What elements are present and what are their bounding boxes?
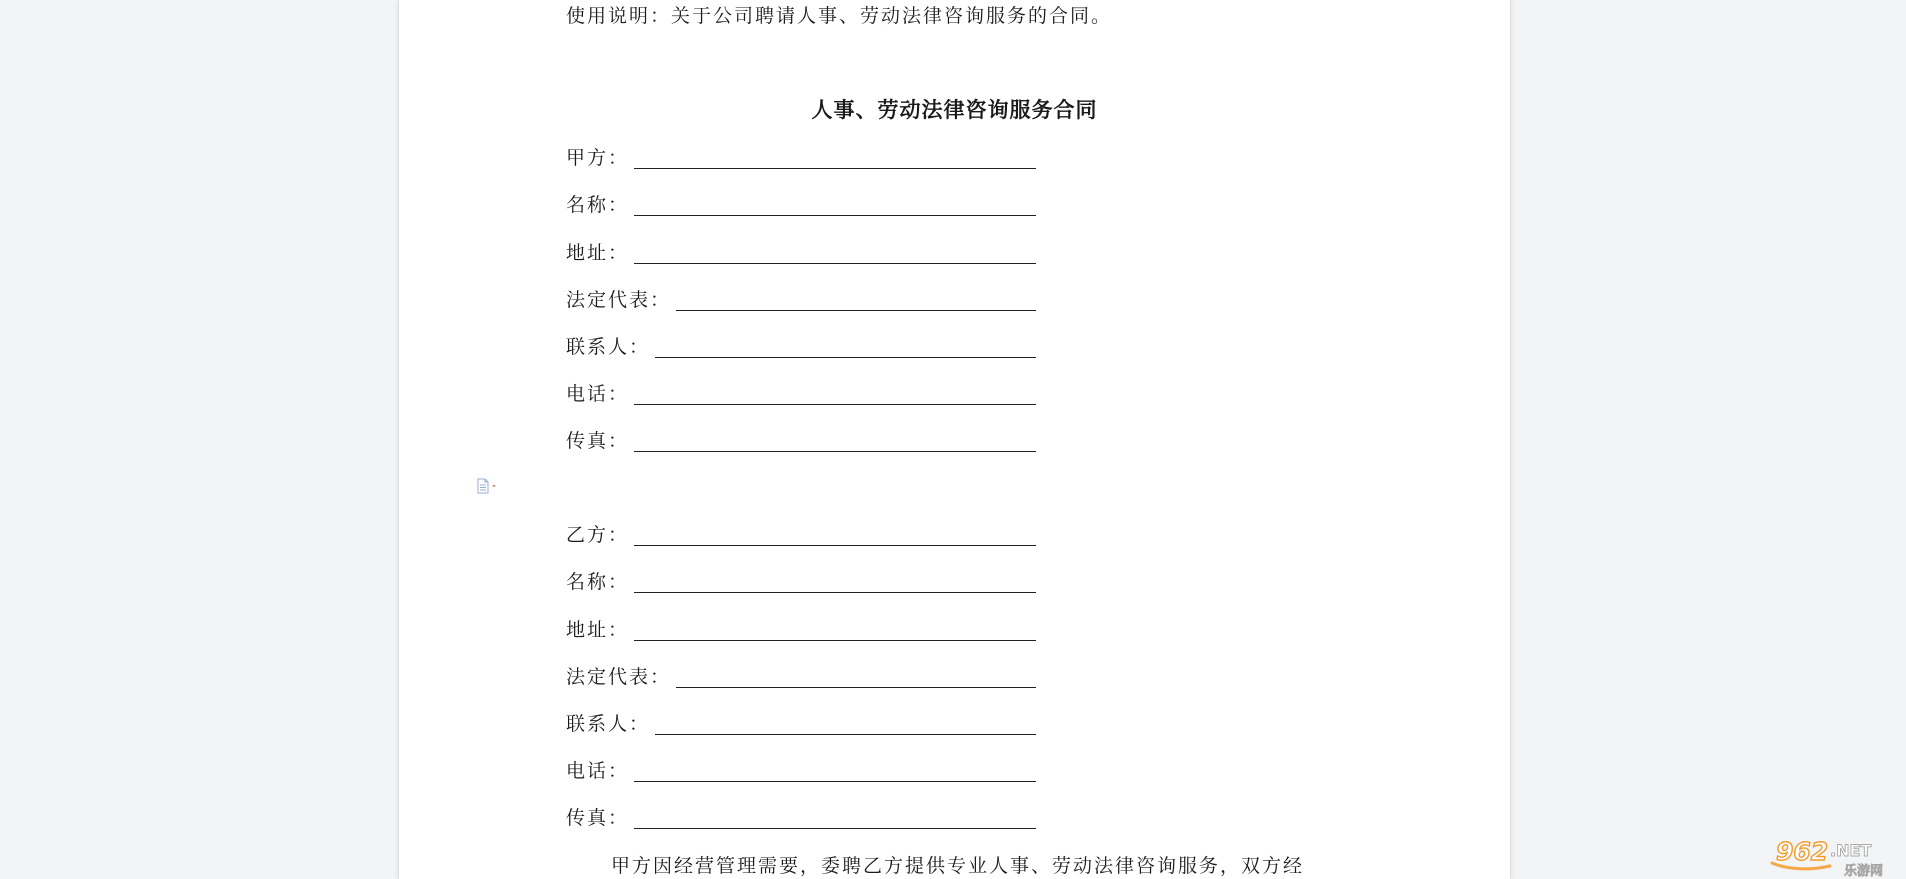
party-a-fax-field[interactable] — [566, 432, 1036, 456]
usage-note: 使用说明：关于公司聘请人事、劳动法律咨询服务的合同。 — [566, 5, 1113, 27]
party-a-phone-blank-line — [634, 404, 1036, 405]
party-b-name-label: 名称： — [566, 571, 630, 593]
party-a-blank-line — [634, 168, 1036, 169]
party-b-name-blank-line — [634, 592, 1036, 593]
party-a-contact-label: 联系人： — [566, 336, 651, 358]
party-a-field[interactable] — [566, 149, 1036, 173]
body-paragraph: 甲方因经营管理需要，委聘乙方提供专业人事、劳动法律咨询服务，双方经 — [611, 855, 1305, 877]
document-paragraph-icon[interactable] — [476, 478, 500, 494]
party-a-name-blank-line — [634, 215, 1036, 216]
party-a-contact-field[interactable] — [566, 338, 1036, 362]
party-a-fax-label: 传真： — [566, 430, 630, 452]
party-a-fax-blank-line — [634, 451, 1036, 452]
party-b-address-blank-line — [634, 640, 1036, 641]
party-a-contact-blank-line — [655, 357, 1036, 358]
party-a-legal-rep-label: 法定代表： — [566, 289, 672, 311]
party-b-legal-rep-label: 法定代表： — [566, 666, 672, 688]
party-b-name-field[interactable] — [566, 573, 1036, 597]
brand-logo-icon — [1768, 833, 1900, 879]
party-b-phone-field[interactable] — [566, 762, 1036, 786]
party-a-address-field[interactable] — [566, 244, 1036, 268]
party-b-blank-line — [634, 545, 1036, 546]
party-a-name-label: 名称： — [566, 194, 630, 216]
watermark-suffix: .NET — [1830, 841, 1872, 860]
party-a-phone-field[interactable] — [566, 385, 1036, 409]
party-b-phone-blank-line — [634, 781, 1036, 782]
party-b-contact-label: 联系人： — [566, 713, 651, 735]
party-a-legal-rep-field[interactable] — [566, 291, 1036, 315]
party-a-address-blank-line — [634, 263, 1036, 264]
party-b-fax-blank-line — [634, 828, 1036, 829]
party-b-fax-label: 传真： — [566, 807, 630, 829]
party-a-address-label: 地址： — [566, 242, 630, 264]
party-b-contact-field[interactable] — [566, 715, 1036, 739]
party-a-phone-label: 电话： — [566, 383, 630, 405]
party-b-legal-rep-field[interactable] — [566, 668, 1036, 692]
party-b-label: 乙方： — [566, 524, 630, 546]
document-page[interactable] — [399, 0, 1510, 879]
party-b-fax-field[interactable] — [566, 809, 1036, 833]
party-b-legal-rep-blank-line — [676, 687, 1036, 688]
party-b-contact-blank-line — [655, 734, 1036, 735]
party-a-name-field[interactable] — [566, 196, 1036, 220]
watermark-cn: 乐游网 — [1844, 864, 1884, 879]
party-a-legal-rep-blank-line — [676, 310, 1036, 311]
party-b-address-field[interactable] — [566, 621, 1036, 645]
party-b-phone-label: 电话： — [566, 760, 630, 782]
party-b-address-label: 地址： — [566, 619, 630, 641]
watermark-number: 962 — [1776, 837, 1829, 866]
contract-title: 人事、劳动法律咨询服务合同 — [811, 97, 1098, 122]
party-b-field[interactable] — [566, 526, 1036, 550]
party-a-label: 甲方： — [566, 147, 630, 169]
